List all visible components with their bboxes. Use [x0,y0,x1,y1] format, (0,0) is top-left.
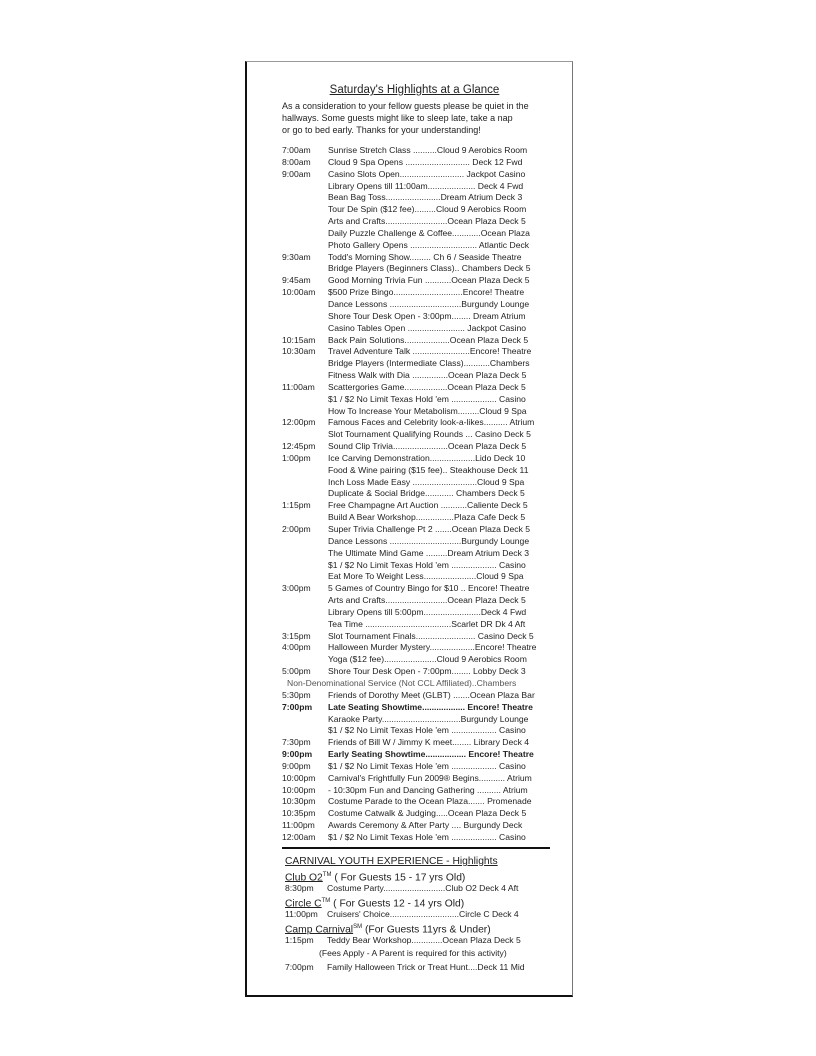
club-o2-name: Club O2 [285,871,323,883]
event-time: 12:00pm [282,417,316,428]
event-time [282,299,328,311]
event-name: Free Champagne Art Auction ...........Caliente Deck 5 [328,500,528,511]
schedule-row [282,299,573,311]
event-name: Costume Party..........................Club O2 Deck 4 Aft [327,883,519,893]
event-name: Tour De Spin ($12 fee).........Cloud 9 Aerobics Room [328,204,527,215]
schedule-row [282,275,573,287]
circle-c-age: ( For Guests 12 - 14 yrs Old) [330,897,465,909]
schedule-row [282,323,573,335]
youth-section [285,855,573,974]
schedule-row [282,252,573,264]
event-name: Friends of Dorothy Meet (GLBT) .......Ocean Plaza Bar [328,689,535,700]
intro-line: As a consideration to your fellow guests please be quiet in the [282,101,529,111]
evening-schedule-list [282,690,573,844]
club-o2-age: ( For Guests 15 - 17 yrs Old) [331,871,466,883]
event-name: Eat More To Weight Less......................Cloud 9 Spa [328,571,524,582]
schedule-row [282,654,573,666]
list-item [285,882,573,895]
schedule-row [282,631,573,643]
trademark-mark: TM [322,871,332,878]
event-name: Shore Tour Desk Open - 7:00pm........ Lobby Deck 3 [328,666,526,677]
event-time: 10:30am [282,346,316,357]
event-time: 12:00am [282,831,316,842]
event-time: 1:15pm [285,935,314,945]
event-time [282,311,328,323]
event-name: Tea Time ....................................Scarlet DR Dk 4 Aft [328,618,526,629]
event-time: 11:00pm [282,820,315,831]
event-name: Early Seating Showtime................. Encore! Theatre [328,749,534,760]
event-name: Food & Wine pairing ($15 fee).. Steakhouse Deck 11 [328,464,529,475]
schedule-row [282,287,573,299]
event-time: 3:15pm [282,630,311,641]
club-o2-header [285,869,573,883]
event-time [282,488,328,500]
schedule-row [282,536,573,548]
event-time: 1:00pm [282,452,311,463]
schedule-row [282,181,573,193]
schedule-row [282,796,573,808]
schedule-row [282,749,573,761]
event-name: Super Trivia Challenge Pt 2 .......Ocean Plaza Deck 5 [328,524,531,534]
event-name: Library Opens till 11:00am.................... Deck 4 Fwd [328,180,524,191]
event-name: $1 / $2 No Limit Texas Hole 'em ................... Casino [328,725,526,736]
event-time [282,323,328,335]
event-name: Duplicate & Social Bridge............ Chambers Deck 5 [328,488,525,499]
fees-note: (Fees Apply - A Parent is required for this activity) [319,947,507,958]
schedule-row [282,240,573,252]
event-name: Costume Parade to the Ocean Plaza....... Promenade [328,796,532,807]
schedule-row [282,512,573,524]
schedule-row [282,216,573,228]
schedule-row [282,169,573,181]
schedule-row [282,832,573,844]
event-time: 9:45am [282,275,311,286]
event-time [282,181,328,193]
event-name: - 10:30pm Fun and Dancing Gathering .......... Atrium [328,784,528,795]
schedule-row [282,346,573,358]
list-item [285,908,573,921]
page-title: Saturday's Highlights at a Glance [329,84,500,96]
event-name: Slot Tournament Qualifying Rounds ... Casino Deck 5 [328,429,531,440]
event-time [282,725,328,737]
schedule-row [282,737,573,749]
event-name: Inch Loss Made Easy ...........................Cloud 9 Spa [328,476,525,487]
event-name: Todd's Morning Show......... Ch 6 / Seaside Theatre [328,251,522,262]
schedule-row [282,477,573,489]
schedule-row [282,785,573,797]
event-name: Bridge Players (Intermediate Class)...........Chambers [328,358,530,369]
event-name: Casino Slots Open........................... Jackpot Casino [328,168,526,179]
event-name: Teddy Bear Workshop.............Ocean Plaza Deck 5 [327,935,521,945]
schedule-row [282,808,573,820]
event-time: 10:15am [282,334,316,345]
list-item [285,961,573,974]
event-name: Arts and Crafts..........................Ocean Plaza Deck 5 [328,216,526,227]
schedule-row [282,204,573,216]
event-name: $1 / $2 No Limit Texas Hold 'em ................... Casino [328,393,526,404]
event-time [282,358,328,370]
event-time [282,654,328,666]
service-note: Non-Denominational Service (Not CCL Affiliated)..Chambers [287,677,517,688]
event-name: Halloween Murder Mystery...................Encore! Theatre [328,642,537,653]
event-time [282,595,328,607]
event-time [282,204,328,216]
schedule-row [282,157,573,169]
event-time: 9:00pm [282,760,311,771]
service-mark: SM [353,923,363,930]
schedule-row [282,571,573,583]
schedule-row [282,702,573,714]
schedule-row [282,263,573,275]
event-name: Shore Tour Desk Open - 3:00pm........ Dream Atrium [328,310,526,321]
schedule-row [282,382,573,394]
event-name: Arts and Crafts..........................Ocean Plaza Deck 5 [328,595,526,606]
schedule-row [282,441,573,453]
highlights-content [282,84,573,844]
event-name: Back Pain Solutions...................Ocean Plaza Deck 5 [328,334,529,345]
intro-line: hallways. Some guests might like to sleep late, take a nap [282,113,513,123]
event-name: 5 Games of Country Bingo for $10 .. Encore! Theatre [328,583,530,594]
section-divider [282,847,550,849]
event-name: Family Halloween Trick or Treat Hunt....Deck 11 Mid [327,962,525,972]
event-time: 10:00am [282,287,316,298]
intro-paragraph [282,100,572,136]
event-time: 9:00pm [282,749,313,760]
camp-carnival-header [285,921,573,935]
event-time [282,607,328,619]
event-time: 11:00pm [285,909,318,919]
event-time: 11:00am [282,381,315,392]
event-time: 7:30pm [282,737,311,748]
event-name: $1 / $2 No Limit Texas Hole 'em ................... Casino [328,760,526,771]
event-name: Karaoke Party.................................Burgundy Lounge [328,713,529,724]
schedule-row [282,548,573,560]
event-time: 12:45pm [282,441,316,452]
event-time [282,465,328,477]
event-name: Famous Faces and Celebrity look-a-likes.......... Atrium [328,417,535,428]
event-name: Sound Clip Trivia.......................Ocean Plaza Deck 5 [328,441,527,452]
event-name: Costume Catwalk & Judging.....Ocean Plaza Deck 5 [328,808,527,819]
event-time [282,548,328,560]
event-name: $1 / $2 No Limit Texas Hold 'em ................... Casino [328,559,526,570]
event-name: Yoga ($12 fee)......................Cloud 9 Aerobics Room [328,654,527,665]
event-time [282,228,328,240]
event-time: 7:00pm [282,701,313,712]
event-name: How To Increase Your Metabolism.........Cloud 9 Spa [328,405,527,416]
schedule-row [282,370,573,382]
event-time [282,512,328,524]
event-time: 4:00pm [282,642,311,653]
event-name: Late Seating Showtime.................. Encore! Theatre [328,701,533,712]
camp-carnival-age: (For Guests 11yrs & Under) [362,923,491,935]
camp-carnival-name: Camp Carnival [285,923,354,935]
event-time [282,370,328,382]
event-time [282,619,328,631]
event-name: Cloud 9 Spa Opens ........................... Deck 12 Fwd [328,156,523,167]
circle-c-header [285,895,573,909]
event-time: 5:00pm [282,666,311,677]
event-name: The Ultimate Mind Game .........Dream Atrium Deck 3 [328,547,530,558]
event-time [282,714,328,726]
schedule-row [282,761,573,773]
event-name: Awards Ceremony & After Party .... Burgundy Deck [328,820,523,831]
schedule-row [282,619,573,631]
schedule-row [282,690,573,702]
schedule-row [282,524,573,536]
schedule-row [282,725,573,737]
event-time [282,394,328,406]
event-time: 9:30am [282,251,311,262]
schedule-row [282,465,573,477]
event-time: 10:00pm [282,784,316,795]
event-time: 7:00am [282,145,311,155]
event-name: Slot Tournament Finals......................... Casino Deck 5 [328,630,534,641]
highlights-sheet [245,61,573,997]
schedule-row [282,820,573,832]
event-name: $500 Prize Bingo.............................Encore! Theatre [328,287,525,298]
event-time: 9:00am [282,168,311,179]
schedule-list [282,145,573,678]
schedule-row [282,595,573,607]
event-time: 10:00pm [282,772,316,783]
schedule-row [282,335,573,347]
circle-c-name: Circle C [285,897,322,909]
schedule-row [282,714,573,726]
event-name: Sunrise Stretch Class ..........Cloud 9 Aerobics Room [328,145,528,155]
event-time [282,536,328,548]
event-name: Dance Lessons ..............................Burgundy Lounge [328,298,530,309]
event-name: Daily Puzzle Challenge & Coffee............Ocean Plaza [328,227,530,238]
schedule-row [282,145,573,157]
trademark-mark: TM [321,897,331,904]
event-name: Good Morning Trivia Fun ...........Ocean Plaza Deck 5 [328,275,530,286]
event-time: 2:00pm [282,524,311,534]
event-time: 5:30pm [282,689,311,700]
event-name: Travel Adventure Talk ........................Encore! Theatre [328,346,532,357]
event-time [282,263,328,275]
schedule-row [282,192,573,204]
event-time: 3:00pm [282,583,311,594]
event-time [282,240,328,252]
event-time [282,571,328,583]
schedule-row [282,406,573,418]
event-time: 10:35pm [282,808,316,819]
event-name: Friends of Bill W / Jimmy K meet........ Library Deck 4 [328,737,530,748]
event-time: 7:00pm [285,962,314,972]
event-time: 10:30pm [282,796,316,807]
event-time: 1:15pm [282,500,311,511]
event-time [282,477,328,489]
schedule-row [282,417,573,429]
schedule-row [282,642,573,654]
schedule-row [282,560,573,572]
schedule-row [282,583,573,595]
schedule-row [282,453,573,465]
event-name: Scattergories Game..................Ocean Plaza Deck 5 [328,381,526,392]
event-name: Ice Carving Demonstration...................Lido Deck 10 [328,452,526,463]
event-time: 8:30pm [285,883,314,893]
schedule-row [282,607,573,619]
event-name: Library Opens till 5:00pm........................Deck 4 Fwd [328,606,527,617]
event-time [282,406,328,418]
event-time [282,560,328,572]
event-name: $1 / $2 No Limit Texas Hole 'em ................... Casino [328,831,526,842]
youth-heading: CARNIVAL YOUTH EXPERIENCE - Highlights [285,856,498,867]
schedule-row [282,394,573,406]
intro-line: or go to bed early. Thanks for your understanding! [282,125,481,135]
event-time [282,216,328,228]
schedule-row [282,666,573,678]
event-name: Bridge Players (Beginners Class).. Chambers Deck 5 [328,263,531,274]
schedule-row [282,358,573,370]
event-time [282,192,328,204]
event-name: Build A Bear Workshop................Plaza Cafe Deck 5 [328,512,526,523]
event-name: Dance Lessons ..............................Burgundy Lounge [328,535,530,546]
schedule-row [282,429,573,441]
event-name: Fitness Walk with Dia ...............Ocean Plaza Deck 5 [328,370,527,381]
schedule-row [282,228,573,240]
event-name: Photo Gallery Opens ............................ Atlantic Deck [328,239,530,250]
list-item [285,934,573,947]
schedule-row [282,773,573,785]
schedule-row [282,311,573,323]
schedule-row [282,500,573,512]
schedule-row [282,488,573,500]
event-time [282,429,328,441]
event-name: Casino Tables Open ........................ Jackpot Casino [328,322,527,333]
event-time: 8:00am [282,156,311,167]
event-name: Bean Bag Toss.......................Dream Atrium Deck 3 [328,192,523,203]
event-name: Carnival's Frightfully Fun 2009® Begins........... Atrium [328,772,532,783]
event-name: Cruisers' Choice.............................Circle C Deck 4 [327,909,519,919]
